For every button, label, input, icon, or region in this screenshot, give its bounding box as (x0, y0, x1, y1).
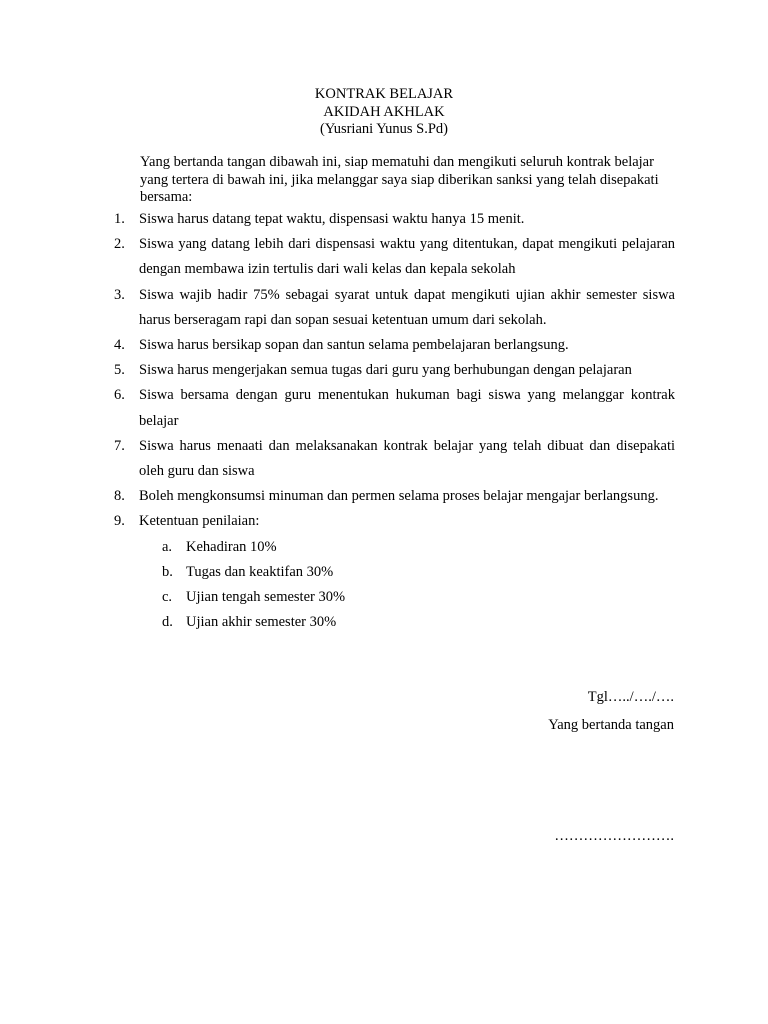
signature-label: Yang bertanda tangan (548, 717, 674, 733)
grading-item (139, 560, 675, 585)
intro-paragraph (92, 154, 676, 207)
rule-item (92, 509, 675, 635)
grading-letter: c. (162, 589, 173, 606)
document-subject: AKIDAH AKHLAK (323, 103, 445, 120)
rule-text: Siswa harus mengerjakan semua tugas dari guru yang berhubungan dengan pelajaran (139, 362, 632, 379)
grading-item (139, 585, 675, 610)
rule-text: Siswa harus bersikap sopan dan santun selama pembelajaran berlangsung. (139, 337, 569, 354)
rule-text: Boleh mengkonsumsi minuman dan permen selama proses belajar mengajar berlangsung. (139, 488, 659, 505)
rule-item (92, 383, 675, 433)
rule-number: 1. (114, 211, 125, 227)
grading-list (139, 535, 675, 636)
rule-number: 8. (114, 488, 125, 505)
grading-text: Ujian akhir semester 30% (186, 614, 337, 631)
grading-item (139, 535, 675, 560)
rule-number: 4. (114, 337, 125, 354)
rule-item (92, 333, 675, 358)
rule-text: Siswa harus menaati dan melaksanakan kontrak belajar yang telah dibuat dan disepakati oleh guru dan siswa (139, 437, 675, 480)
grading-text: Ujian tengah semester 30% (186, 589, 346, 606)
rule-text: Siswa yang datang lebih dari dispensasi waktu yang ditentukan, dapat mengikuti pelajaran dengan membawa izin tertulis dari wali kelas dan kepala sekolah (139, 236, 675, 278)
rule-item (92, 232, 675, 282)
rule-item (92, 484, 675, 509)
document-header (0, 86, 768, 139)
rule-text: Siswa harus datang tepat waktu, dispensasi waktu hanya 15 menit. (139, 211, 525, 227)
grading-letter: b. (162, 563, 173, 580)
rule-number: 3. (114, 286, 125, 303)
rule-text: Siswa bersama dengan guru menentukan hukuman bagi siswa yang melanggar kontrak belajar (139, 387, 675, 429)
document-title: KONTRAK BELAJAR (314, 86, 454, 102)
intro-text: Yang bertanda tangan dibawah ini, siap mematuhi dan mengikuti seluruh kontrak belajar yang tertera di bawah ini, jika melanggar saya siap diberikan sanksi yang telah disepakati bersama: (140, 154, 659, 205)
rule-text: Siswa wajib hadir 75% sebagai syarat untuk dapat mengikuti ujian akhir semester siswa harus berseragam rapi dan sopan sesuai ketentuan umum dari sekolah. (139, 286, 675, 328)
date-line: Tgl…../…./…. (587, 689, 674, 705)
rule-number: 2. (114, 236, 125, 253)
rule-item (92, 358, 675, 383)
rule-number: 6. (114, 387, 125, 404)
grading-text: Tugas dan keaktifan 30% (186, 563, 334, 580)
rule-item (92, 434, 675, 484)
grading-letter: a. (162, 538, 173, 555)
rule-item (92, 207, 675, 232)
signature-line: ……………………. (554, 828, 674, 844)
rule-number: 9. (114, 513, 125, 530)
grading-item (139, 610, 675, 635)
document-teacher: (Yusriani Yunus S.Pd) (320, 121, 448, 137)
rule-number: 7. (114, 437, 125, 454)
rules-list (92, 207, 675, 635)
rule-number: 5. (114, 362, 125, 379)
grading-letter: d. (162, 614, 173, 631)
grading-text: Kehadiran 10% (186, 538, 277, 555)
rule-item (92, 283, 675, 333)
rule-text: Ketentuan penilaian: (139, 513, 260, 530)
